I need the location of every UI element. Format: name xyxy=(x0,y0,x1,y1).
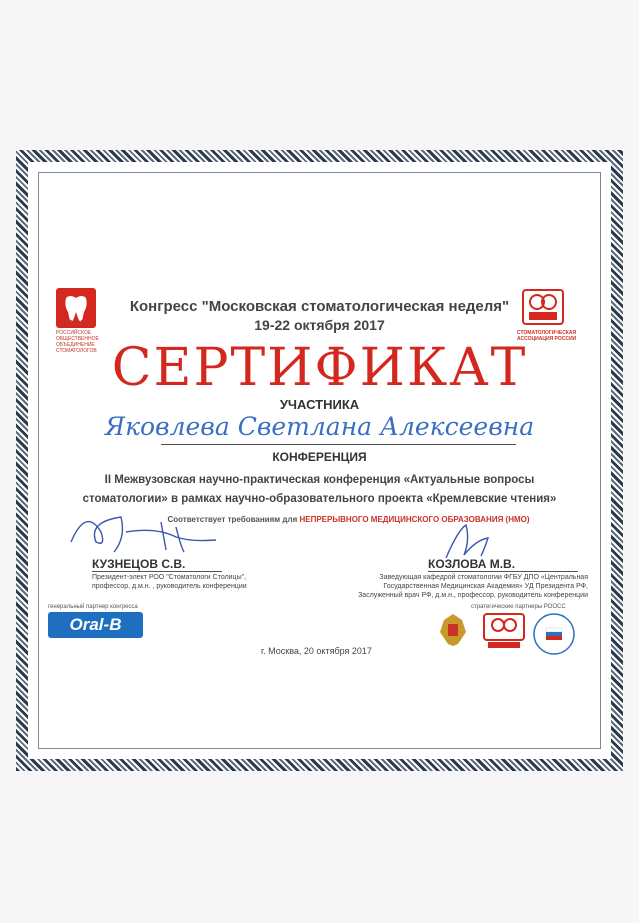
signer-right-name: КОЗЛОВА М.В. xyxy=(428,557,516,571)
signer-right-desc-1: Заведующая кафедрой стоматологии ФГБУ ДПО «Центральная xyxy=(379,574,588,581)
signature-kozlova xyxy=(436,520,516,562)
certificate xyxy=(16,150,623,771)
coat-of-arms-icon xyxy=(436,612,470,648)
general-partner-label: генеральный партнер конгресса xyxy=(48,604,138,610)
signer-right-desc-3: Заслуженный врач РФ, д.м.н., профессор, руководитель конференции xyxy=(358,592,588,599)
signature-kuznetsov xyxy=(66,502,236,562)
oralb-text: Oral-B xyxy=(69,615,122,634)
participant-label: УЧАСТНИКА xyxy=(279,397,360,412)
conference-line-2: стоматологии» в рамках научно-образовательного проекта «Кремлевские чтения» xyxy=(82,493,557,505)
association-caption-1: СТОМАТОЛОГИЧЕСКАЯ xyxy=(517,330,577,336)
signer-left-name: КУЗНЕЦОВ С.В. xyxy=(92,557,186,571)
nmo-prefix: Соответствует требованиям для xyxy=(167,515,300,524)
nmo-highlight: НЕПРЕРЫВНОГО МЕДИЦИНСКОГО ОБРАЗОВАНИЯ (НМО) xyxy=(299,515,530,524)
participant-name: Яковлева Светлана Алексеевна xyxy=(104,412,535,441)
name-underline xyxy=(161,444,516,445)
congress-dates: 19-22 октября 2017 xyxy=(254,317,385,333)
conference-line-1: II Межвузовская научно-практическая конференция «Актуальные вопросы xyxy=(104,474,535,486)
signer-right-line xyxy=(428,571,578,572)
roocc-name: РООСС xyxy=(60,318,93,328)
oralb-logo xyxy=(48,612,143,638)
roocc-caption: РОССИЙСКОЕ ОБЩЕСТВЕННОЕ ОБЪЕДИНЕНИЕ СТОМАТОЛОГОВ xyxy=(56,330,99,354)
place-date: г. Москва, 20 октября 2017 xyxy=(261,646,372,656)
national-chamber-badge xyxy=(532,612,576,656)
association-caption-2: АССОЦИАЦИЯ РОССИИ xyxy=(517,336,577,342)
signer-right-desc-2: Государственная Медицинская Академия» УД Президента РФ, xyxy=(383,583,588,590)
association-partner-icon xyxy=(482,612,526,650)
signer-left-line xyxy=(92,571,222,572)
certificate-title: СЕРТИФИКАТ xyxy=(111,338,528,398)
signer-left-desc-1: Президент-элект РОО "Стоматологи Столицы", xyxy=(92,574,247,581)
signer-left-desc-2: профессор, д.м.н. , руководитель конференции xyxy=(92,583,247,590)
strategic-partners-label: стратегические партнеры РООСС xyxy=(471,604,566,610)
conference-label: КОНФЕРЕНЦИЯ xyxy=(272,450,367,464)
congress-title: Конгресс "Московская стоматологическая неделя" xyxy=(129,298,510,315)
chamber-seal-icon xyxy=(532,612,576,656)
